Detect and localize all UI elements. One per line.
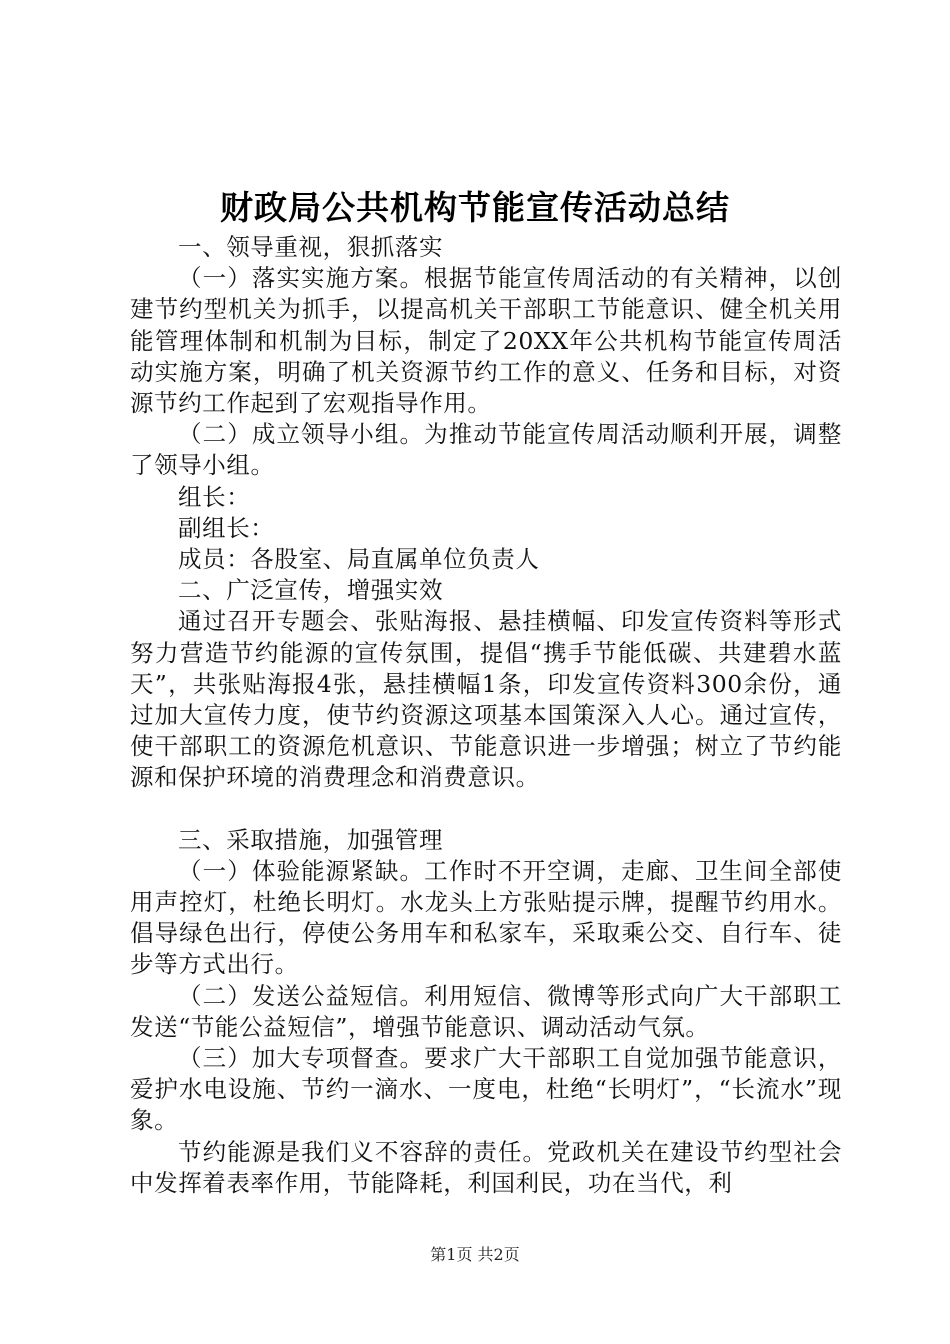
- paragraph-inspection: （三）加大专项督查。要求广大干部职工自觉加强节能意识，爱护水电设施、节约一滴水、一度电，杜绝“长明灯”，“长流水”现象。: [130, 1044, 842, 1135]
- paragraph-implementation-plan: （一）落实实施方案。根据节能宣传周活动的有关精神，以创建节约型机关为抓手，以提高机关干部职工节能意识、健全机关用能管理体制和机制为目标，制定了20XX年公共机构节能宣传周活动实施方案，明确了机关资源节约工作的意义、任务和目标，对资源节约工作起到了宏观指导作用。: [130, 264, 842, 418]
- blank-line: [130, 794, 842, 825]
- leader-line: 组长：: [178, 482, 251, 511]
- section-heading-2: 二、广泛宣传，增强实效: [178, 576, 444, 605]
- document-title: 财政局公共机构节能宣传活动总结: [220, 188, 730, 227]
- section-heading-3: 三、采取措施，加强管理: [178, 825, 444, 854]
- paragraph-energy-shortage: （一）体验能源紧缺。工作时不开空调，走廊、卫生间全部使用声控灯，杜绝长明灯。水龙头上方张贴提示牌，提醒节约用水。倡导绿色出行，停使公务用车和私家车，采取乘公交、自行车、徒步等方式出行。: [130, 856, 842, 979]
- paragraph-conclusion: 节约能源是我们义不容辞的责任。党政机关在建设节约型社会中发挥着表率作用，节能降耗，利国利民，功在当代，利: [130, 1137, 842, 1197]
- members-line: 成员：各股室、局直属单位负责人: [178, 545, 540, 574]
- paragraph-publicity: 通过召开专题会、张贴海报、悬挂横幅、印发宣传资料等形式努力营造节约能源的宣传氛围，提倡“携手节能低碳、共建碧水蓝天”，共张贴海报4张，悬挂横幅1条，印发宣传资料300余份，通过加大宣传力度，使节约资源这项基本国策深入人心。通过宣传，使干部职工的资源危机意识、节能意识进一步增强；树立了节约能源和保护环境的消费理念和消费意识。: [130, 607, 842, 792]
- page-footer: 第1页 共2页: [430, 1245, 520, 1264]
- paragraph-leading-group: （二）成立领导小组。为推动节能宣传周活动顺利开展，调整了领导小组。: [130, 420, 842, 480]
- document-body: [130, 232, 842, 1199]
- section-heading-1: 一、领导重视，狠抓落实: [178, 233, 444, 261]
- deputy-leader-line: 副组长：: [178, 513, 275, 542]
- paragraph-sms: （二）发送公益短信。利用短信、微博等形式向广大干部职工发送“节能公益短信”，增强节能意识、调动活动气氛。: [130, 981, 842, 1041]
